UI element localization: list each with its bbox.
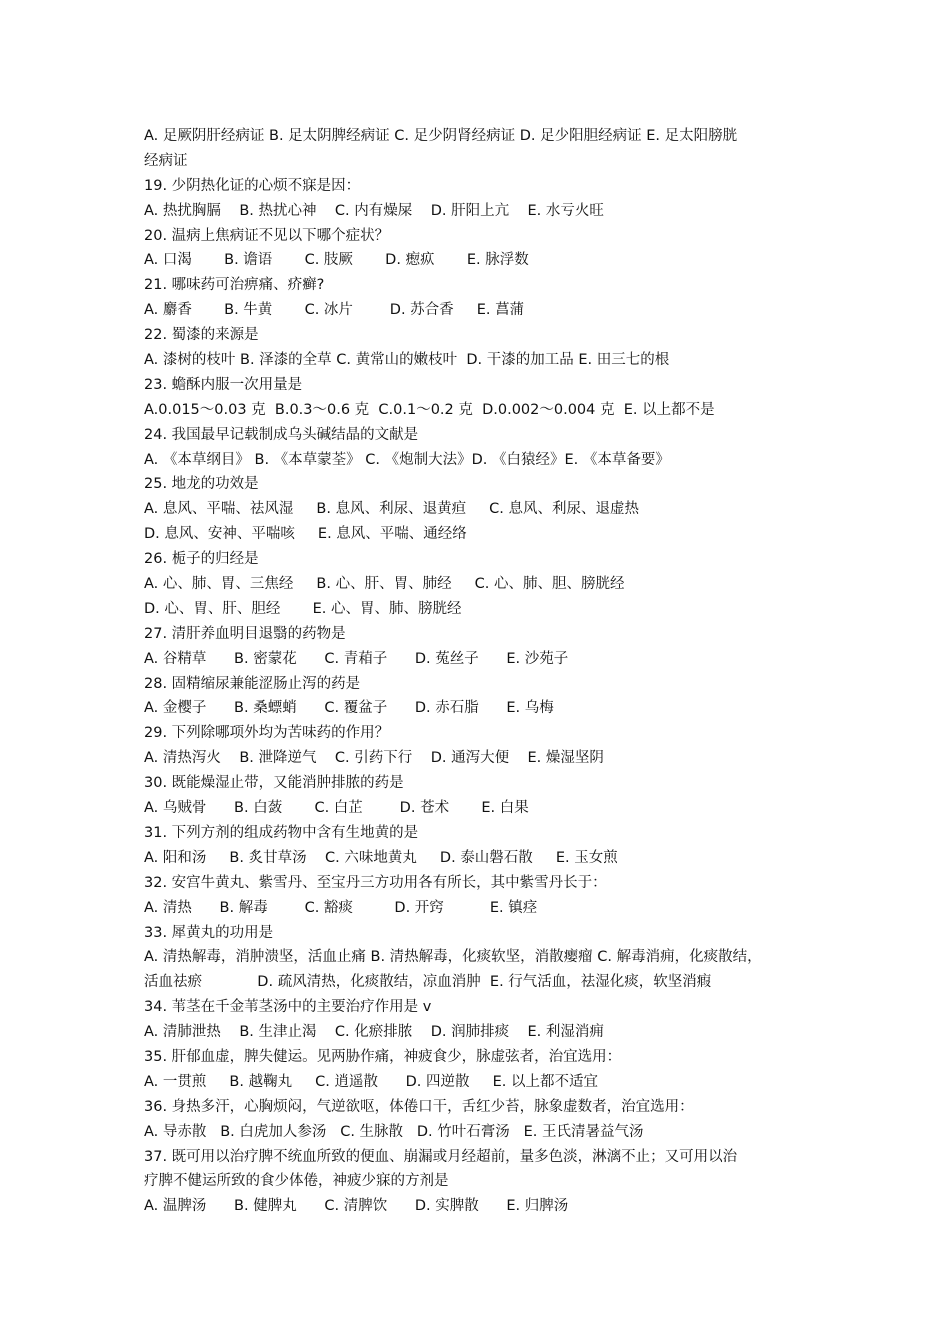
question-line: 36. 身热多汗，心胸烦闷，气逆欲呕，体倦口干，舌红少苔，脉象虚数者，治宜选用： bbox=[144, 1098, 694, 1115]
question-line: 34. 苇茎在千金苇茎汤中的主要治疗作用是 v bbox=[144, 999, 432, 1016]
options-line: A. 清肺泄热 B. 生津止渴 C. 化瘀排脓 D. 润肺排痰 E. 利湿消痈 bbox=[144, 1024, 604, 1041]
question-line: 32. 安宫牛黄丸、紫雪丹、至宝丹三方功用各有所长，其中紫雪丹长于： bbox=[144, 874, 607, 891]
options-line: 活血祛瘀 D. 疏风清热，化痰散结，凉血消肿 E. 行气活血，祛湿化痰，软坚消瘕 bbox=[144, 974, 712, 991]
options-line: A. 谷精草 B. 密蒙花 C. 青葙子 D. 菟丝子 E. 沙苑子 bbox=[144, 650, 569, 667]
question-line: 30. 既能燥湿止带，又能消肿排脓的药是 bbox=[144, 775, 404, 792]
text-line: A. 足厥阴肝经病证 B. 足太阴脾经病证 C. 足少阴肾经病证 D. 足少阳胆经病证 E. 足太阳膀胱 bbox=[144, 128, 738, 144]
options-line: A. 金樱子 B. 桑螵蛸 C. 覆盆子 D. 赤石脂 E. 乌梅 bbox=[144, 700, 554, 717]
question-line: 21. 哪味药可治痹痛、疥癣? bbox=[144, 277, 325, 294]
options-line: A. 口渴 B. 谵语 C. 肢厥 D. 瘛疭 E. 脉浮数 bbox=[144, 252, 529, 269]
question-line: 22. 蜀漆的来源是 bbox=[144, 327, 259, 344]
text-line: 经病证 bbox=[144, 152, 188, 169]
question-line: 28. 固精缩尿兼能涩肠止泻的药是 bbox=[144, 675, 361, 692]
question-line: 26. 栀子的归经是 bbox=[144, 551, 259, 568]
options-line: A. 心、肺、胃、三焦经 B. 心、肝、胃、肺经 C. 心、肺、胆、膀胱经 bbox=[144, 576, 625, 593]
question-line: 19. 少阴热化证的心烦不寐是因： bbox=[144, 177, 361, 194]
options-line: A. 清热解毒，消肿溃坚，活血止痛 B. 清热解毒，化痰软坚，消散瘿瘤 C. 解毒消痈，化痰散结， bbox=[144, 949, 762, 966]
question-line: 疗脾不健运所致的食少体倦，神疲少寐的方剂是 bbox=[144, 1173, 449, 1190]
question-text-block bbox=[144, 124, 824, 1219]
options-line: A. 阳和汤 B. 炙甘草汤 C. 六味地黄丸 D. 泰山磐石散 E. 玉女煎 bbox=[144, 849, 618, 866]
question-line: 37. 既可用以治疗脾不统血所致的便血、崩漏或月经超前，量多色淡，淋漓不止；又可用以治 bbox=[144, 1148, 738, 1165]
question-line: 27. 清肝养血明目退翳的药物是 bbox=[144, 625, 346, 642]
question-line: 29. 下列除哪项外均为苦味药的作用？ bbox=[144, 725, 390, 742]
options-line: A. 麝香 B. 牛黄 C. 冰片 D. 苏合香 E. 菖蒲 bbox=[144, 302, 525, 319]
options-line: A. 清热泻火 B. 泄降逆气 C. 引药下行 D. 通泻大便 E. 燥湿坚阴 bbox=[144, 750, 604, 767]
options-line: A. 乌贼骨 B. 白蔹 C. 白芷 D. 苍术 E. 白果 bbox=[144, 800, 529, 817]
options-line: A. 导赤散 B. 白虎加人参汤 C. 生脉散 D. 竹叶石膏汤 E. 王氏清暑益气汤 bbox=[144, 1123, 644, 1140]
question-line: 25. 地龙的功效是 bbox=[144, 476, 259, 493]
options-line: A. 清热 B. 解毒 C. 豁痰 D. 开窍 E. 镇痉 bbox=[144, 899, 538, 916]
options-line: D. 息风、安神、平喘咳 E. 息风、平喘、通经络 bbox=[144, 526, 467, 543]
question-line: 35. 肝郁血虚，脾失健运。见两胁作痛，神疲食少，脉虚弦者，治宜选用： bbox=[144, 1048, 622, 1065]
options-line: A.0.015～0.03 克 B.0.3～0.6 克 C.0.1～0.2 克 D.0.002～0.004 克 E. 以上都不是 bbox=[144, 401, 715, 418]
options-line: A. 《本草纲目》 B. 《本草蒙荃》 C. 《炮制大法》D. 《白猿经》E. 《本草备要》 bbox=[144, 451, 670, 468]
options-line: D. 心、胃、肝、胆经 E. 心、胃、肺、膀胱经 bbox=[144, 600, 462, 617]
question-line: 23. 蟾酥内服一次用量是 bbox=[144, 376, 303, 393]
options-line: A. 漆树的枝叶 B. 泽漆的全草 C. 黄常山的嫩枝叶 D. 干漆的加工品 E. 田三七的根 bbox=[144, 352, 670, 369]
question-line: 24. 我国最早记载制成乌头碱结晶的文献是 bbox=[144, 426, 419, 443]
options-line: A. 热扰胸膈 B. 热扰心神 C. 内有燥屎 D. 肝阳上亢 E. 水亏火旺 bbox=[144, 202, 604, 219]
question-line: 20. 温病上焦病证不见以下哪个症状？ bbox=[144, 227, 390, 244]
options-line: A. 息风、平喘、祛风湿 B. 息风、利尿、退黄疸 C. 息风、利尿、退虚热 bbox=[144, 501, 639, 518]
options-line: A. 温脾汤 B. 健脾丸 C. 清脾饮 D. 实脾散 E. 归脾汤 bbox=[144, 1198, 569, 1215]
question-line: 33. 犀黄丸的功用是 bbox=[144, 924, 274, 941]
options-line: A. 一贯煎 B. 越鞠丸 C. 逍遥散 D. 四逆散 E. 以上都不适宜 bbox=[144, 1073, 598, 1090]
question-line: 31. 下列方剂的组成药物中含有生地黄的是 bbox=[144, 824, 419, 841]
